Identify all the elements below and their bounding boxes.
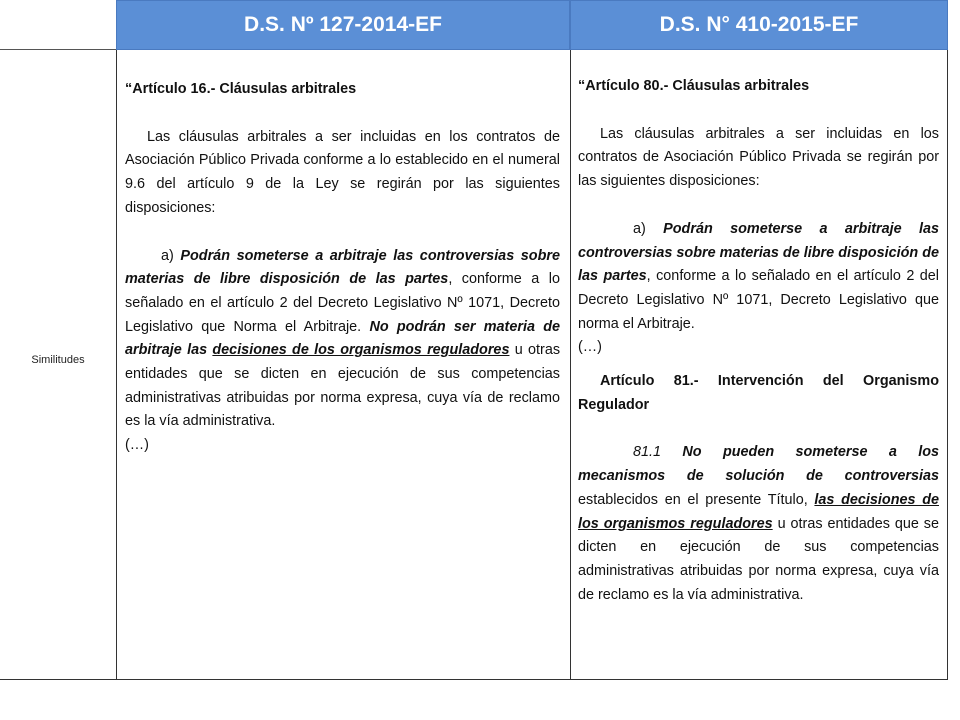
cell-ds-410-2015: [570, 50, 948, 680]
article-80-intro: Las cláusulas arbitrales a ser incluidas en los contratos de Asociación Público Privada se regirán por las siguientes disposiciones:: [578, 125, 939, 190]
article-16-item-a: [125, 245, 560, 435]
item-a-text: , conforme a lo señalado en el artículo 2 del Decreto Legislativo Nº 1071, Decreto Legislativo que Norma el Arbitraje.: [125, 271, 560, 335]
item-a-text: , conforme a lo señalado en el artículo 2 del Decreto Legislativo Nº 1071, Decreto Legislativo que norma el Arbitraje.: [578, 268, 939, 332]
article-80-ellipsis: (…): [578, 339, 602, 356]
article-80-title: “Artículo 80.- Cláusulas arbitrales: [578, 78, 810, 94]
article-81-1-regulators-underlined: las decisiones de los organismos reguladores: [578, 491, 939, 532]
cell-ds-127-2014: [116, 50, 570, 680]
article-81-1: [578, 441, 939, 607]
column-header-ds-410-2015: D.S. N° 410-2015-EF: [570, 0, 948, 50]
item-a-marker: a): [161, 247, 174, 264]
item-a-bold-clause: Podrán someterse a arbitraje las controversias sobre materias de libre disposición de las partes: [125, 247, 560, 288]
article-80-item-a: [578, 218, 939, 337]
article-81-1-text-end: u otras entidades que se dicten en ejecución de sus competencias administrativas atribuidas por norma expresa, cuya vía de reclamo es la vía administrativa.: [578, 515, 940, 603]
item-a-bold-clause: Podrán someterse a arbitraje las controversias sobre materias de libre disposición de las partes: [578, 220, 940, 285]
article-16-title: “Artículo 16.- Cláusulas arbitrales: [125, 81, 357, 97]
item-a-text-end: u otras entidades que se dicten en ejecución de sus competencias administrativas atribuidas por norma expresa, cuya vía de reclamo es la vía administrativa.: [125, 342, 561, 430]
article-81-1-number: 81.1: [633, 444, 662, 461]
row-label-similitudes: Similitudes: [31, 354, 85, 366]
article-16-intro: Las cláusulas arbitrales a ser incluidas en los contratos de Asociación Público Privada conforme a lo establecido en el numeral 9.6 del artículo 9 de la Ley se regirán por las siguientes disposiciones:: [125, 128, 560, 216]
article-81-title: Artículo 81.- Intervención del Organismo Regulador: [578, 373, 939, 413]
article-81-1-text: establecidos en el presente Título,: [578, 491, 808, 508]
item-a-marker: a): [633, 220, 646, 237]
row-divider: [0, 679, 116, 680]
article-16-ellipsis: (…): [125, 437, 149, 454]
column-header-ds-127-2014: D.S. Nº 127-2014-EF: [116, 0, 570, 50]
item-a-exclusion-bold: No podrán ser materia de arbitraje las: [125, 318, 561, 359]
header-corner-cell: [0, 0, 116, 50]
item-a-regulators-underlined: decisiones de los organismos reguladores: [212, 342, 510, 359]
article-81-1-bold-clause: No pueden someterse a los mecanismos de solución de controversias: [578, 444, 940, 485]
